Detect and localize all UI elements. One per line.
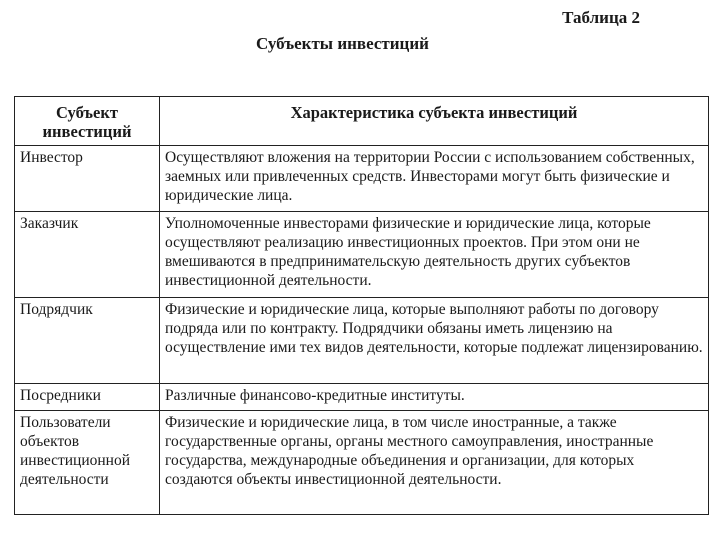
table-caption: Субъекты инвестиций [256,34,429,53]
table-row [15,212,709,298]
header-characteristic: Характеристика субъекта инвестиций [160,97,709,146]
table-row [15,298,709,384]
description-cell: Физические и юридические лица, которые выполняют работы по договору подряда или по контракту. Подрядчики обязаны иметь лицензию на осуществление ими тех видов деятельности, которые подлежат лицензированию. [160,298,709,384]
description-cell: Осуществляют вложения на территории России с использованием собственных, заемных или привлеченных средств. Инвесторами могут быть физические и юридические лица. [160,146,709,212]
header-subject: Субъект инвестиций [15,97,160,146]
table-row [15,384,709,411]
description-cell: Уполномоченные инвесторами физические и юридические лица, которые осуществляют реализацию инвестиционных проектов. При этом они не вмешиваются в предпринимательскую деятельность других субъектов инвестиционной деятельности. [160,212,709,298]
table-row [15,411,709,515]
description-cell: Физические и юридические лица, в том числе иностранные, а также государственные органы, органы местного самоуправления, иностранные государства, международные объединения и организации, для которых создаются объекты инвестиционной деятельности. [160,411,709,515]
subject-cell: Пользователи объектов инвестиционной деятельности [15,411,160,515]
table-header-row [15,97,709,146]
table-row [15,146,709,212]
table-number: Таблица 2 [562,8,640,27]
subject-cell: Подрядчик [15,298,160,384]
subjects-table [14,96,709,515]
subject-cell: Инвестор [15,146,160,212]
subject-cell: Заказчик [15,212,160,298]
description-cell: Различные финансово-кредитные институты. [160,384,709,411]
subject-cell: Посредники [15,384,160,411]
